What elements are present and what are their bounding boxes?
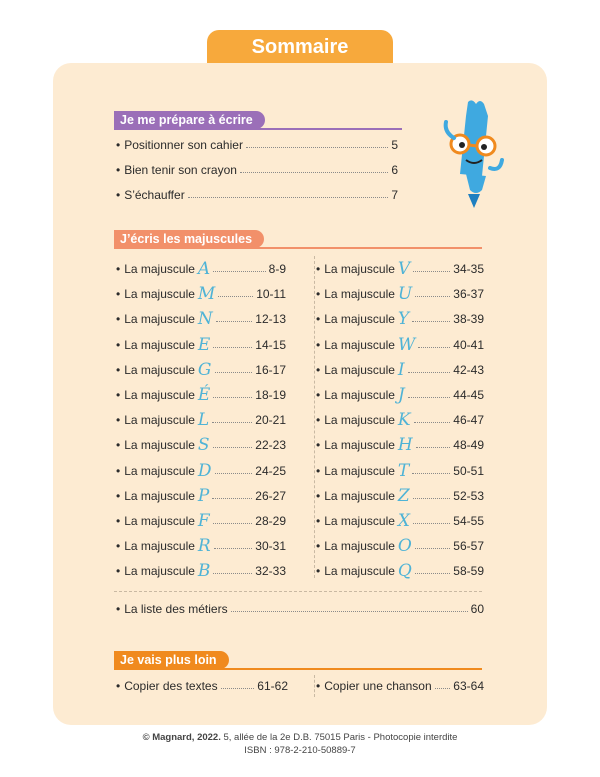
item-page: 12-13	[255, 312, 286, 327]
item-page: 28-29	[255, 514, 286, 528]
cursive-letter: H	[397, 435, 413, 456]
toc-item-echauffer[interactable]: • S’échauffer 7	[116, 188, 398, 202]
toc-item-majuscule-m[interactable]: • La majuscule M 10-11	[116, 284, 286, 305]
item-page: 40-41	[453, 337, 484, 352]
column-divider	[314, 256, 315, 578]
item-page: 22-23	[255, 438, 286, 453]
item-page: 7	[391, 188, 398, 202]
item-label: La majuscule	[124, 463, 195, 478]
footer-publisher: © Magnard, 2022.	[142, 732, 221, 743]
column-divider	[314, 675, 315, 697]
item-label: S’échauffer	[124, 188, 185, 202]
toc-item-majuscule-b[interactable]: • La majuscule B 32-33	[116, 561, 286, 582]
item-page: 54-55	[453, 514, 484, 528]
cursive-letter: O	[397, 536, 412, 557]
toc-item-majuscule-s[interactable]: • La majuscule S 22-23	[116, 435, 286, 456]
section-header-plus-loin: Je vais plus loin	[114, 651, 229, 669]
pencil-mascot-icon	[438, 98, 508, 218]
toc-item-majuscule-w[interactable]: • La majuscule W 40-41	[316, 334, 484, 355]
item-label: Bien tenir son crayon	[124, 163, 237, 177]
cursive-letter: B	[197, 561, 211, 582]
toc-item-copier-textes[interactable]: • Copier des textes 61-62	[116, 679, 288, 693]
toc-item-majuscule-r[interactable]: • La majuscule R 30-31	[116, 536, 286, 557]
cursive-letter: X	[397, 511, 411, 531]
item-page: 58-59	[453, 564, 484, 579]
cursive-letter: K	[397, 410, 411, 431]
item-page: 10-11	[256, 287, 286, 302]
cursive-letter: T	[397, 460, 410, 481]
toc-item-positionner[interactable]: • Positionner son cahier 5	[116, 138, 398, 152]
cursive-letter: J	[397, 385, 405, 405]
toc-item-majuscule-k[interactable]: • La majuscule K 46-47	[316, 410, 484, 431]
item-page: 52-53	[453, 488, 484, 503]
toc-item-majuscule-y[interactable]: • La majuscule Y 38-39	[316, 309, 484, 330]
item-label: La majuscule	[324, 362, 395, 377]
item-page: 26-27	[255, 488, 286, 503]
item-label: La majuscule	[124, 388, 195, 402]
item-page: 6	[391, 163, 398, 177]
item-label: La majuscule	[324, 438, 395, 453]
item-label: La majuscule	[324, 388, 395, 402]
item-page: 60	[470, 602, 484, 616]
page-title: Sommaire	[207, 30, 393, 64]
toc-item-majuscule-u[interactable]: • La majuscule U 36-37	[316, 284, 484, 305]
toc-item-majuscule-n[interactable]: • La majuscule N 12-13	[116, 309, 286, 330]
item-page: 63-64	[453, 679, 484, 693]
cursive-letter: R	[197, 536, 211, 557]
item-label: La majuscule	[324, 488, 395, 503]
toc-item-majuscule-q[interactable]: • La majuscule Q 58-59	[316, 561, 484, 582]
item-label: La majuscule	[124, 488, 195, 503]
cursive-letter: F	[197, 511, 210, 531]
item-page: 56-57	[453, 539, 484, 554]
item-page: 14-15	[255, 337, 286, 352]
cursive-letter: V	[397, 259, 411, 279]
toc-item-majuscule-a[interactable]: • La majuscule A 8-9	[116, 259, 286, 279]
item-page: 5	[391, 138, 398, 152]
item-label: La majuscule	[324, 539, 395, 554]
item-label: La majuscule	[324, 262, 395, 276]
item-page: 8-9	[268, 262, 286, 276]
item-page: 34-35	[453, 262, 484, 276]
item-page: 24-25	[255, 463, 286, 478]
cursive-letter: M	[197, 284, 216, 305]
item-page: 44-45	[453, 388, 484, 402]
item-label: La majuscule	[124, 514, 195, 528]
cursive-letter: S	[197, 435, 210, 456]
cursive-letter: E	[197, 334, 211, 355]
cursive-letter: G	[197, 359, 212, 380]
item-label: La majuscule	[324, 337, 395, 352]
item-label: La majuscule	[124, 438, 195, 453]
item-label: La majuscule	[324, 413, 395, 428]
section-underline	[114, 247, 482, 249]
cursive-letter: A	[197, 259, 211, 279]
footer-isbn: ISBN : 978-2-210-50889-7	[244, 745, 356, 756]
item-label: La majuscule	[324, 287, 395, 302]
toc-item-majuscule-o[interactable]: • La majuscule O 56-57	[316, 536, 484, 557]
item-label: La majuscule	[124, 539, 195, 554]
toc-item-majuscule-d[interactable]: • La majuscule D 24-25	[116, 460, 286, 481]
cursive-letter: U	[397, 284, 413, 305]
item-label: La majuscule	[324, 463, 395, 478]
item-page: 16-17	[255, 362, 286, 377]
item-page: 42-43	[453, 362, 484, 377]
footer-copyright	[0, 732, 600, 743]
toc-item-majuscule-v[interactable]: • La majuscule V 34-35	[316, 259, 484, 279]
item-label: La majuscule	[324, 564, 395, 579]
cursive-letter: I	[397, 359, 405, 380]
item-label: La majuscule	[324, 514, 395, 528]
toc-item-majuscule-h[interactable]: • La majuscule H 48-49	[316, 435, 484, 456]
separator	[114, 591, 482, 592]
item-label: La majuscule	[124, 312, 195, 327]
item-label: La majuscule	[124, 362, 195, 377]
item-label: La majuscule	[124, 564, 195, 579]
cursive-letter: É	[197, 385, 211, 405]
cursive-letter: P	[197, 485, 210, 506]
toc-item-majuscule-p[interactable]: • La majuscule P 26-27	[116, 485, 286, 506]
item-label: La majuscule	[124, 262, 195, 276]
toc-item-metiers[interactable]: • La liste des métiers 60	[116, 602, 484, 616]
item-page: 36-37	[453, 287, 484, 302]
toc-item-majuscule-g[interactable]: • La majuscule G 16-17	[116, 359, 286, 380]
item-page: 18-19	[255, 388, 286, 402]
item-label: La majuscule	[124, 337, 195, 352]
cursive-letter: D	[197, 460, 212, 481]
cursive-letter: Y	[397, 309, 410, 330]
item-label: La majuscule	[124, 287, 195, 302]
item-label: La liste des métiers	[124, 602, 228, 616]
section-header-prepare: Je me prépare à écrire	[114, 111, 265, 129]
item-page: 38-39	[453, 312, 484, 327]
toc-item-majuscule-x[interactable]: • La majuscule X 54-55	[316, 511, 484, 531]
cursive-letter: Z	[397, 485, 410, 506]
toc-item-majuscule-l[interactable]: • La majuscule L 20-21	[116, 410, 286, 431]
item-label: Positionner son cahier	[124, 138, 243, 152]
toc-item-majuscule-j[interactable]: • La majuscule J 44-45	[316, 385, 484, 405]
toc-item-majuscule-i[interactable]: • La majuscule I 42-43	[316, 359, 484, 380]
item-label: Copier une chanson	[324, 679, 432, 693]
cursive-letter: L	[197, 410, 210, 431]
item-page: 30-31	[255, 539, 286, 554]
item-page: 20-21	[255, 413, 286, 428]
item-page: 61-62	[257, 679, 288, 693]
cursive-letter: Q	[397, 561, 412, 582]
toc-item-majuscule-t[interactable]: • La majuscule T 50-51	[316, 460, 484, 481]
footer-address: 5, allée de la 2e D.B. 75015 Paris - Photocopie interdite	[220, 732, 458, 743]
section-underline	[114, 128, 402, 130]
item-page: 50-51	[453, 463, 484, 478]
item-page: 46-47	[453, 413, 484, 428]
item-label: La majuscule	[324, 312, 395, 327]
toc-item-majuscule-é[interactable]: • La majuscule É 18-19	[116, 385, 286, 405]
cursive-letter: N	[197, 309, 213, 330]
cursive-letter: W	[397, 334, 416, 355]
section-underline	[114, 668, 482, 670]
toc-item-majuscule-z[interactable]: • La majuscule Z 52-53	[316, 485, 484, 506]
item-page: 48-49	[453, 438, 484, 453]
toc-item-majuscule-e[interactable]: • La majuscule E 14-15	[116, 334, 286, 355]
item-label: Copier des textes	[124, 679, 218, 693]
item-page: 32-33	[255, 564, 286, 579]
item-label: La majuscule	[124, 413, 195, 428]
toc-item-crayon[interactable]: • Bien tenir son crayon 6	[116, 163, 398, 177]
toc-item-copier-chanson[interactable]: • Copier une chanson 63-64	[316, 679, 484, 693]
section-header-majuscules: J’écris les majuscules	[114, 230, 264, 248]
toc-item-majuscule-f[interactable]: • La majuscule F 28-29	[116, 511, 286, 531]
